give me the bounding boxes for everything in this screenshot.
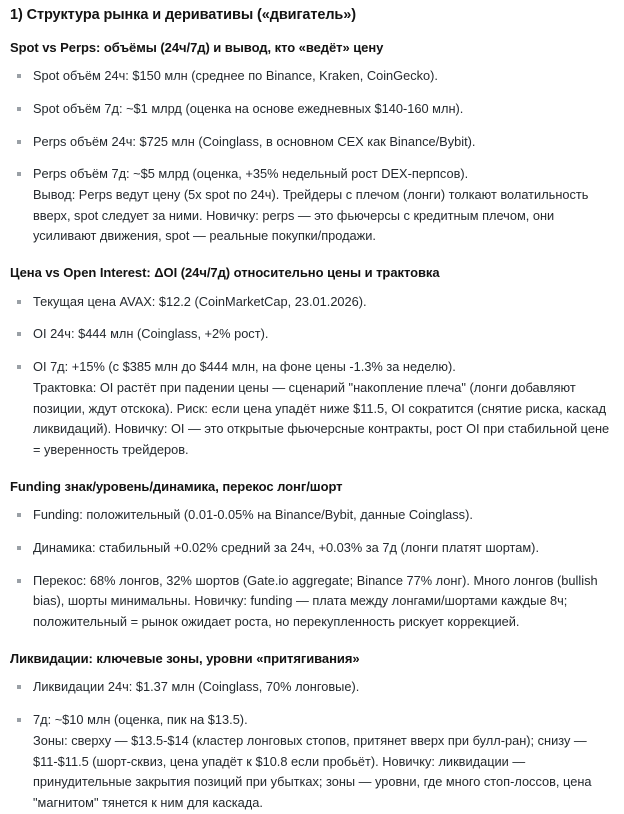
list-item-text: Текущая цена AVAX: $12.2 (CoinMarketCap, 23.01.2026). [33, 293, 367, 309]
list-item-text: Динамика: стабильный +0.02% средний за 24ч, +0.03% за 7д (лонги платят шортам). [33, 539, 539, 555]
list-item-text: Spot объём 24ч: $150 млн (среднее по Binance, Kraken, CoinGecko). [33, 68, 438, 84]
list-item-text: Перекос: 68% лонгов, 32% шортов (Gate.io aggregate; Binance 77% лонг). Много лонгов (bullish bias), шорты минимальны. Новичку: funding — плата между лонгами/шортами каждые 8ч; положительный = рынок ожидает роста, но перекупленность рискует коррекцией. [33, 572, 598, 630]
list-item-continuation: Вывод: Perps ведут цену (5x spot по 24ч). Трейдеры с плечом (лонги) толкают волатильность вверх, spot следует за ними. Новичку: perps — это фьючерсы с кредитным плечом, они усиливают движения, spot — реальные покупки/продажи. [33, 186, 589, 244]
bullet-list [10, 66, 614, 247]
list-item-text: Spot объём 7д: ~$1 млрд (оценка на основе ежедневных $140-160 млн). [33, 100, 464, 116]
list-item [10, 538, 614, 559]
list-item [10, 505, 614, 526]
bullet-list [10, 677, 614, 813]
section-liquidations [10, 650, 614, 814]
list-item [10, 164, 614, 247]
section-spot-vs-perps [10, 39, 614, 248]
list-item-text: 7д: ~$10 млн (оценка, пик на $13.5). [33, 712, 248, 728]
list-item-text: Funding: положительный (0.01-0.05% на Binance/Bybit, данные Coinglass). [33, 507, 473, 523]
section-price-vs-open-interest [10, 264, 614, 461]
section-heading: Ликвидации: ключевые зоны, уровни «притягивания» [10, 650, 360, 666]
list-item [10, 292, 614, 313]
list-item-text: Ликвидации 24ч: $1.37 млн (Coinglass, 70% лонговые). [33, 679, 360, 695]
list-item [10, 571, 614, 633]
bullet-list [10, 292, 614, 461]
list-item [10, 677, 614, 698]
list-item-continuation: Зоны: сверху — $13.5-$14 (кластер лонговых стопов, притянет вверх при булл-ран); снизу — $11-$11.5 (шорт-сквиз, цена упадёт к $10.8 если пробьёт). Новичку: ликвидации — принудительные закрытия позиций при убытках; зоны — уровни, где много стоп-лоссов, цена "магнитом" тянется к ним для каскада. [33, 732, 592, 810]
list-item [10, 66, 614, 87]
list-item [10, 357, 614, 461]
list-item-text: Perps объём 24ч: $725 млн (Coinglass, в основном CEX как Binance/Bybit). [33, 133, 476, 149]
bullet-list [10, 505, 614, 633]
section-funding [10, 478, 614, 633]
list-item [10, 132, 614, 153]
section-heading: Цена vs Open Interest: ΔOI (24ч/7д) относительно цены и трактовка [10, 265, 440, 281]
section-heading: Funding знак/уровень/динамика, перекос лонг/шорт [10, 478, 343, 494]
list-item [10, 710, 614, 814]
list-item [10, 324, 614, 345]
list-item-text: OI 7д: +15% (с $385 млн до $444 млн, на фоне цены -1.3% за неделю). [33, 359, 456, 375]
list-item-continuation: Трактовка: OI растёт при падении цены — сценарий "накопление плеча" (лонги добавляют позиции, ждут отскока). Риск: если цена упадёт ниже $11.5, OI сократится (снятие риска, каскад ликвидаций). Новичку: OI — это открытые фьючерсные контракты, рост OI при стабильной цене = уверенность трейдеров. [33, 379, 610, 457]
list-item [10, 99, 614, 120]
list-item-text: Perps объём 7д: ~$5 млрд (оценка, +35% недельный рост DEX-перпсов). [33, 166, 469, 182]
list-item-text: OI 24ч: $444 млн (Coinglass, +2% рост). [33, 326, 269, 342]
section-heading: Spot vs Perps: объёмы (24ч/7д) и вывод, кто «ведёт» цену [10, 39, 384, 55]
page-title: 1) Структура рынка и деривативы («двигатель») [10, 7, 356, 23]
